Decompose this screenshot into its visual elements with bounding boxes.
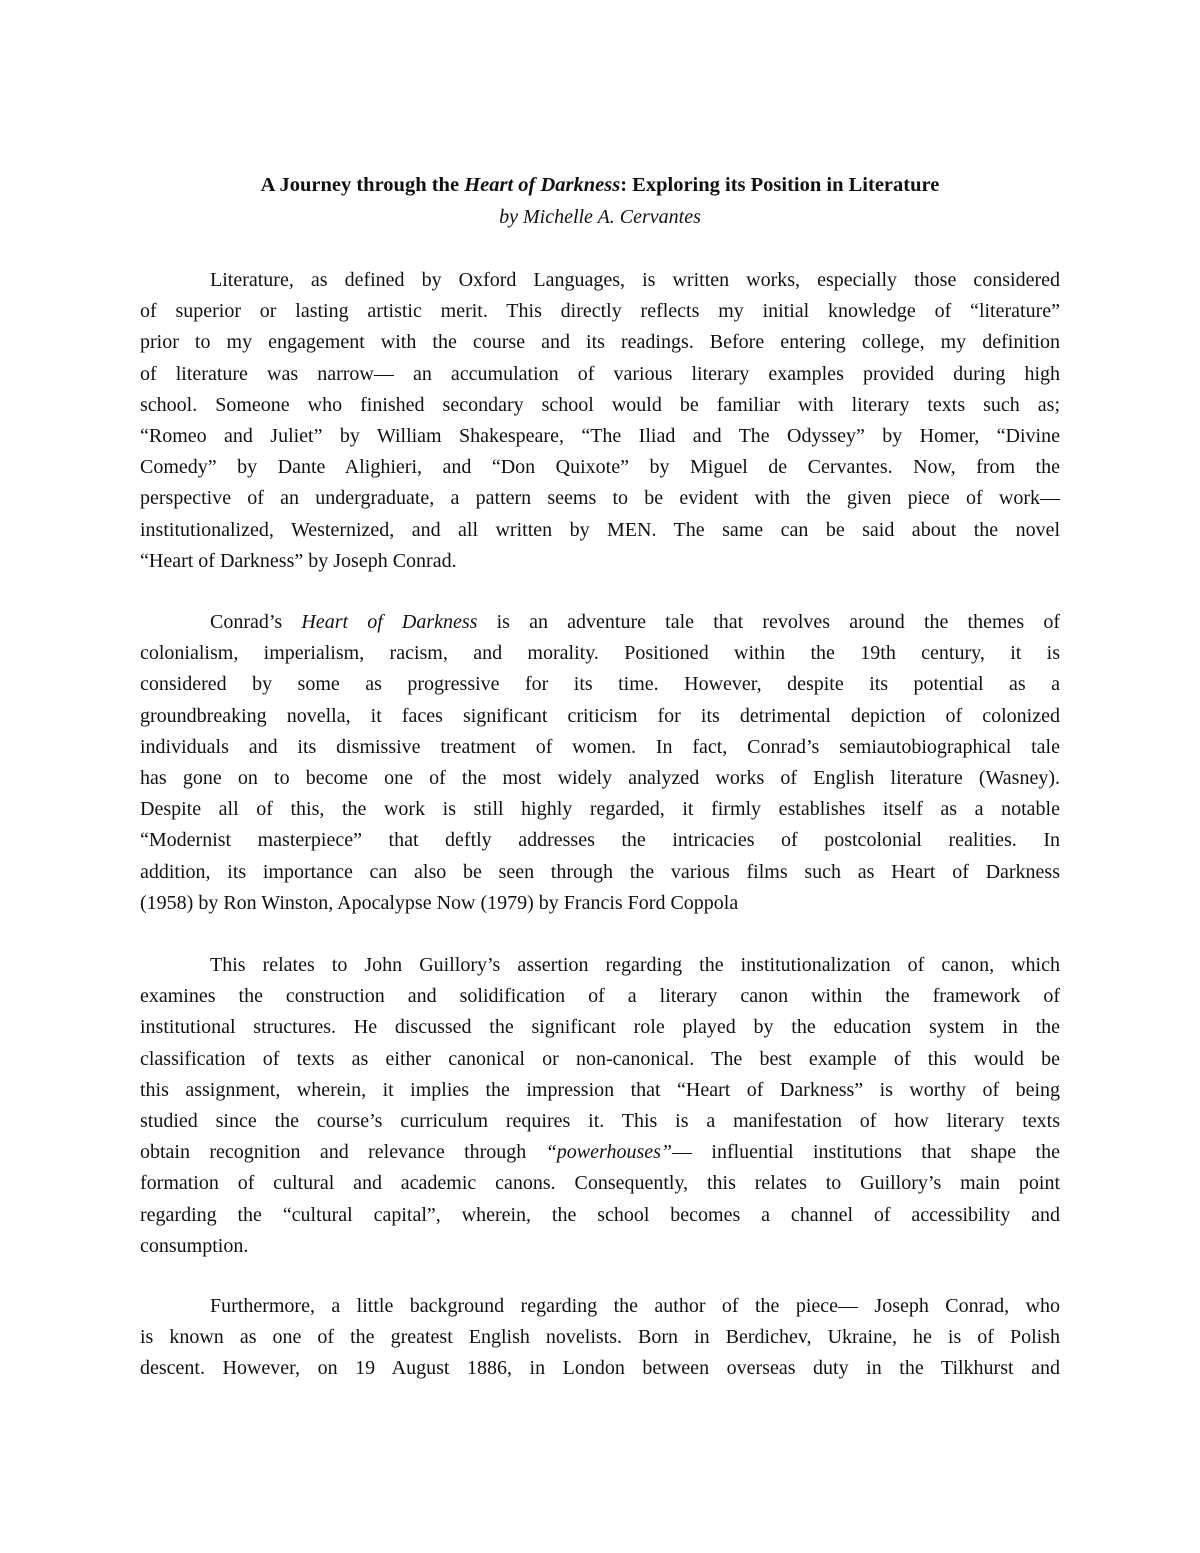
text-segment: (1958) by Ron Winston, Apocalypse Now (1979) by Francis Ford Coppola bbox=[140, 891, 739, 914]
text-line bbox=[140, 327, 1060, 358]
title-italic: Heart of Darkness bbox=[464, 174, 621, 196]
text-segment: “Romeo and Juliet” by William Shakespeare, “The Iliad and The Odyssey” by Homer, “Divine bbox=[140, 424, 1060, 447]
text-line bbox=[140, 638, 1060, 669]
text-segment: descent. However, on 19 August 1886, in London between overseas duty in the Tilkhurst and bbox=[140, 1357, 1060, 1380]
text-line bbox=[140, 763, 1060, 794]
text-segment: is an adventure tale that revolves around the themes of bbox=[477, 611, 1061, 633]
text-line bbox=[140, 483, 1060, 514]
text-line bbox=[140, 421, 1060, 452]
text-segment: is known as one of the greatest English novelists. Born in Berdichev, Ukraine, he is of Polish bbox=[140, 1326, 1060, 1349]
text-line bbox=[140, 1291, 1060, 1322]
text-line bbox=[140, 265, 1060, 296]
text-segment: Despite all of this, the work is still highly regarded, it firmly establishes itself as a notable bbox=[140, 798, 1060, 821]
text-segment: has gone on to become one of the most widely analyzed works of English literature (Wasney). bbox=[140, 766, 1060, 789]
text-line bbox=[140, 732, 1060, 763]
text-segment: consumption. bbox=[140, 1234, 249, 1257]
text-segment: Conrad’s bbox=[210, 611, 302, 633]
text-segment: formation of cultural and academic canons. Consequently, this relates to Guillory’s main point bbox=[140, 1172, 1060, 1195]
text-line bbox=[140, 1353, 1060, 1384]
text-line bbox=[140, 452, 1060, 483]
text-segment: institutionalized, Westernized, and all written by MEN. The same can be said about the novel bbox=[140, 518, 1060, 541]
text-segment: regarding the “cultural capital”, wherein, the school becomes a channel of accessibility and bbox=[140, 1203, 1060, 1226]
italic-text: “powerhouses” bbox=[545, 1141, 673, 1164]
text-segment: Literature, as defined by Oxford Languages, is written works, especially those considered bbox=[210, 269, 1060, 291]
text-line bbox=[140, 794, 1060, 825]
text-line bbox=[140, 888, 1060, 919]
text-segment: — influential institutions that shape the bbox=[672, 1141, 1060, 1164]
text-line bbox=[140, 1231, 1060, 1262]
text-line bbox=[140, 701, 1060, 732]
text-segment: Furthermore, a little background regarding the author of the piece— Joseph Conrad, who bbox=[210, 1295, 1060, 1317]
text-segment: “Heart of Darkness” by Joseph Conrad. bbox=[140, 549, 457, 572]
text-segment: Comedy” by Dante Alighieri, and “Don Quixote” by Miguel de Cervantes. Now, from the bbox=[140, 456, 1060, 479]
text-line bbox=[140, 1322, 1060, 1353]
text-line bbox=[140, 825, 1060, 856]
text-segment: “Modernist masterpiece” that deftly addresses the intricacies of postcolonial realities. In bbox=[140, 829, 1060, 852]
text-segment: school. Someone who finished secondary school would be familiar with literary texts such as; bbox=[140, 393, 1060, 416]
text-line bbox=[140, 1012, 1060, 1043]
text-segment: individuals and its dismissive treatment of women. In fact, Conrad’s semiautobiographical tale bbox=[140, 735, 1060, 758]
text-segment: of superior or lasting artistic merit. This directly reflects my initial knowledge of “literature” bbox=[140, 300, 1060, 323]
text-line bbox=[140, 296, 1060, 327]
title-text: A Journey through the bbox=[260, 174, 465, 196]
text-segment: institutional structures. He discussed the significant role played by the education system in the bbox=[140, 1016, 1060, 1039]
text-line bbox=[140, 857, 1060, 888]
text-line bbox=[140, 950, 1060, 981]
text-line bbox=[140, 359, 1060, 390]
text-line bbox=[140, 1106, 1060, 1137]
text-segment: considered by some as progressive for its time. However, despite its potential as a bbox=[140, 673, 1060, 696]
paragraph bbox=[140, 1291, 1060, 1385]
text-segment: groundbreaking novella, it faces significant criticism for its detrimental depiction of colonized bbox=[140, 704, 1060, 727]
paragraph bbox=[140, 607, 1060, 919]
text-line bbox=[140, 1137, 1060, 1168]
text-line bbox=[140, 1168, 1060, 1199]
text-line bbox=[140, 546, 1060, 577]
text-line bbox=[140, 1075, 1060, 1106]
paragraph bbox=[140, 265, 1060, 577]
text-segment: classification of texts as either canonical or non-canonical. The best example of this would be bbox=[140, 1047, 1060, 1070]
text-line bbox=[140, 669, 1060, 700]
text-line bbox=[140, 515, 1060, 546]
title-text: : Exploring its Position in Literature bbox=[620, 174, 940, 196]
text-segment: colonialism, imperialism, racism, and morality. Positioned within the 19th century, it is bbox=[140, 642, 1060, 665]
text-segment: examines the construction and solidification of a literary canon within the framework of bbox=[140, 985, 1060, 1008]
paragraph bbox=[140, 950, 1060, 1262]
text-segment: perspective of an undergraduate, a pattern seems to be evident with the given piece of work— bbox=[140, 487, 1060, 510]
text-segment: This relates to John Guillory’s assertion regarding the institutionalization of canon, which bbox=[210, 954, 1060, 976]
author-byline: by Michelle A. Cervantes bbox=[499, 206, 701, 228]
text-segment: addition, its importance can also be seen through the various films such as Heart of Darkness bbox=[140, 860, 1060, 883]
text-line bbox=[140, 1200, 1060, 1231]
text-segment: studied since the course’s curriculum requires it. This is a manifestation of how literary texts bbox=[140, 1109, 1060, 1132]
italic-text: Heart of Darkness bbox=[301, 611, 478, 633]
text-segment: of literature was narrow— an accumulation of various literary examples provided during high bbox=[140, 362, 1060, 385]
text-line bbox=[140, 1044, 1060, 1075]
text-segment: prior to my engagement with the course and its readings. Before entering college, my definition bbox=[140, 331, 1060, 354]
text-line bbox=[140, 981, 1060, 1012]
text-segment: this assignment, wherein, it implies the impression that “Heart of Darkness” is worthy of being bbox=[140, 1078, 1060, 1101]
text-line bbox=[140, 607, 1060, 638]
document-title bbox=[0, 174, 1200, 197]
text-line bbox=[140, 390, 1060, 421]
text-segment: obtain recognition and relevance through bbox=[140, 1141, 546, 1164]
